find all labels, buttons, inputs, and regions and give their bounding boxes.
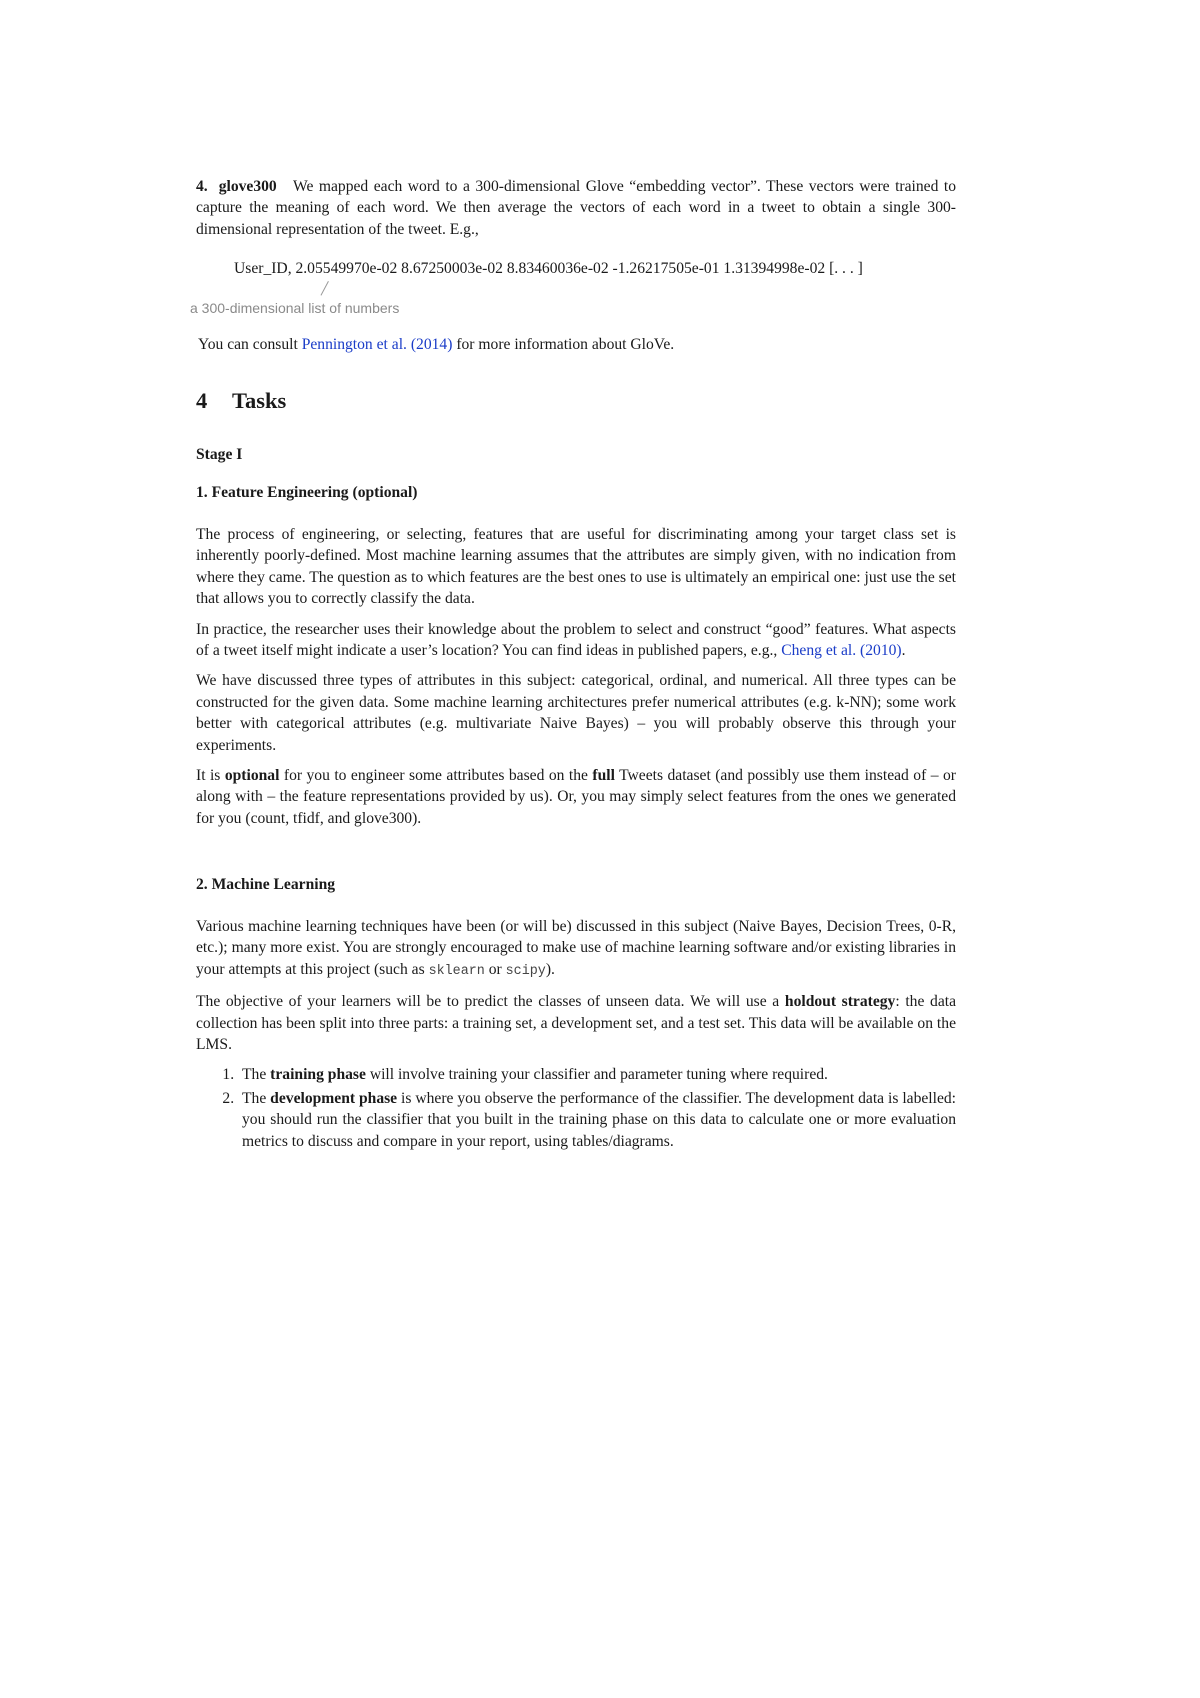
fe-paragraph-4: It is optional for you to engineer some attributes based on the full Tweets dataset (and possibly use them instead of – or along with – the feature representations provided by us). Or, you may simply select features from the ones we generated for you (count, tfidf, and glove300). [196, 767, 956, 827]
feature-engineering-heading: 1. Feature Engineering (optional) [196, 484, 418, 501]
list-item-training-phase: 1. The training phase will involve training your classifier and parameter tuning where required. [238, 1064, 956, 1085]
section-title: Tasks [232, 388, 287, 413]
embedding-example-line: User_ID, 2.05549970e-02 8.67250003e-02 8.83460036e-02 -1.26217505e-01 1.31394998e-02 [. . . ] [234, 260, 863, 277]
feature-engineering-body [196, 524, 956, 838]
fe-paragraph-1: The process of engineering, or selecting, features that are useful for discriminating among your target class set is inherently poorly-defined. Most machine learning assumes that the attributes are simply given, with no indication from where they came. The question as to which features are the best ones to use is ultimately an empirical one: just use the set that allows you to correctly classify the data. [196, 526, 956, 608]
glove-consult-line [198, 334, 958, 355]
section-heading [196, 388, 286, 414]
fe-paragraph-2: In practice, the researcher uses their knowledge about the problem to select and construct “good” features. What aspects of a tweet itself might indicate a user’s location? You can find ideas in published papers, e.g., Cheng et al. (2010). [196, 620, 956, 660]
stage-heading: Stage I [196, 446, 243, 463]
sklearn-code: sklearn [428, 963, 485, 979]
glove-paragraph-block [196, 176, 956, 240]
machine-learning-body [196, 916, 956, 1154]
glove-paragraph [196, 176, 956, 240]
consult-post: for more information about GloVe. [456, 336, 675, 353]
glove-text: We mapped each word to a 300-dimensional Glove “embedding vector”. These vectors were trained to capture the meaning of each word. We then average the vectors of each word in a tweet to obtain a single 300-dimensional representation of the tweet. E.g., [196, 178, 956, 238]
scipy-code: scipy [505, 963, 546, 979]
cheng-citation-link[interactable]: Cheng et al. (2010) [781, 642, 902, 660]
glove-item-label: 4. glove300 [196, 178, 277, 195]
fe-paragraph-3: We have discussed three types of attributes in this subject: categorical, ordinal, and numerical. All three types can be constructed for the given data. Some machine learning architectures prefer numerical attributes (e.g. k-NN); some work better with categorical attributes (e.g. multivariate Naive Bayes) – you will probably observe this through your experiments. [196, 672, 956, 754]
ml-paragraph-2: The objective of your learners will be to predict the classes of unseen data. We will use a holdout strategy: the data collection has been split into three parts: a training set, a development set, and a test set. This data will be available on the LMS. [196, 993, 956, 1054]
machine-learning-heading: 2. Machine Learning [196, 876, 336, 893]
embedding-example-note: a 300-dimensional list of numbers [190, 300, 400, 316]
annotation-pointer [320, 281, 330, 297]
ml-paragraph-1: Various machine learning techniques have been (or will be) discussed in this subject (Naive Bayes, Decision Trees, 0-R, etc.); many more exist. You are strongly encouraged to make use of machine learning software and/or existing libraries in your attempts at this project (such as sklearn or scipy). [196, 918, 956, 979]
pennington-citation-link[interactable]: Pennington et al. (2014) [301, 336, 453, 353]
list-item-development-phase: 2. The development phase is where you observe the performance of the classifier. The development data is labelled: you should run the classifier that you built in the training phase on this data to calculate one or more evaluation metrics to discuss and compare in your report, using tables/diagrams. [238, 1088, 956, 1152]
consult-pre: You can consult [198, 336, 298, 353]
phase-list [196, 1064, 956, 1152]
section-number: 4 [196, 388, 208, 413]
